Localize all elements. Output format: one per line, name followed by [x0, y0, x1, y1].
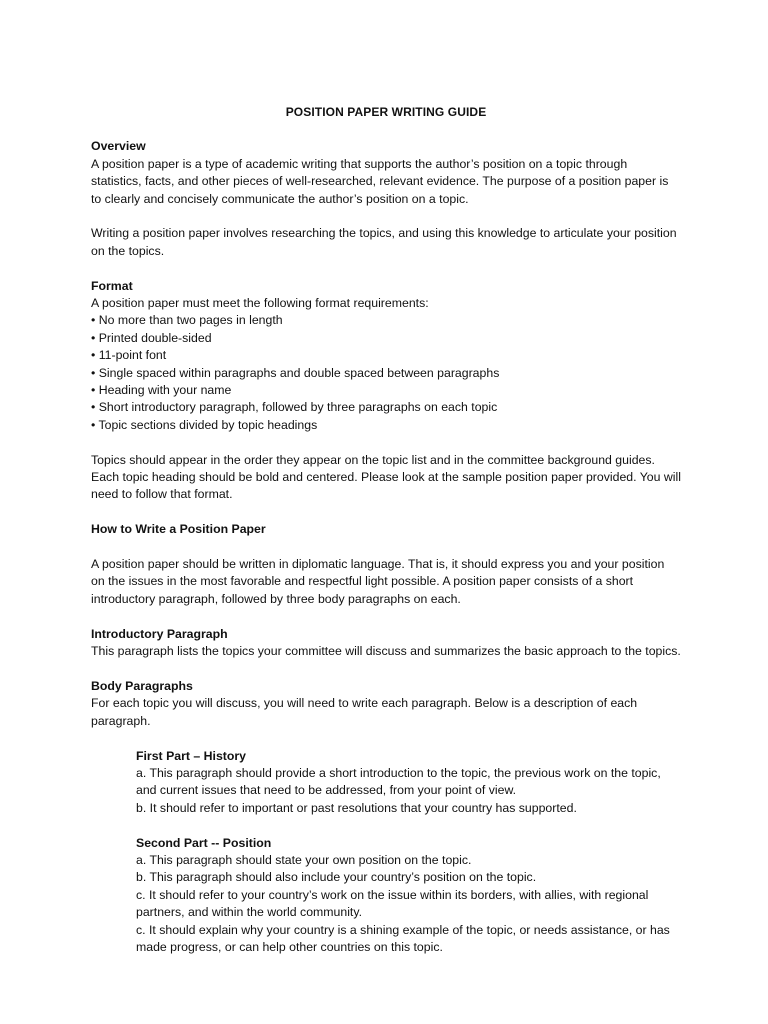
- format-bullet: • 11-point font: [91, 347, 681, 364]
- format-intro: A position paper must meet the following format requirements:: [91, 296, 429, 311]
- document-page: [91, 104, 681, 956]
- overview-paragraph-1: A position paper is a type of academic writing that supports the author’s position on a topic through statistics, facts, and other pieces of well-researched, relevant evidence. The purpose of a position paper is to clearly and concisely communicate the author’s position on a topic.: [91, 156, 669, 206]
- spacer: [91, 208, 681, 225]
- spacer: [91, 817, 681, 834]
- second-part-item: b. This paragraph should also include your country’s position on the topic.: [136, 870, 537, 885]
- body-paragraphs-heading: Body Paragraphs: [91, 678, 193, 693]
- format-bullet: • No more than two pages in length: [91, 312, 681, 329]
- second-part-item: c. It should refer to your country’s work on the issue within its borders, with allies, with regional partners, and within the world community.: [136, 887, 649, 920]
- second-part-heading: Second Part -- Position: [136, 835, 272, 850]
- first-part-item: b. It should refer to important or past resolutions that your country has supported.: [136, 800, 577, 815]
- second-part-section: [136, 835, 681, 957]
- format-heading: Format: [91, 278, 133, 293]
- format-bullet: • Printed double-sided: [91, 330, 681, 347]
- second-part-item: c. It should explain why your country is a shining example of the topic, or needs assistance, or has made progress, or can help other countries on this topic.: [136, 922, 670, 954]
- spacer: [91, 504, 681, 521]
- format-bullet: • Heading with your name: [91, 382, 681, 399]
- introductory-paragraph-text: This paragraph lists the topics your committee will discuss and summarizes the basic approach to the topics.: [91, 644, 681, 659]
- first-part-section: [136, 748, 681, 818]
- first-part-item: a. This paragraph should provide a short introduction to the topic, the previous work on the topic, and current issues that need to be addressed, from your point of view.: [136, 765, 661, 798]
- format-bullet-list: [91, 312, 681, 434]
- body-paragraphs-text: For each topic you will discuss, you will need to write each paragraph. Below is a description of each paragraph.: [91, 696, 638, 728]
- spacer: [91, 608, 681, 625]
- format-note: Topics should appear in the order they appear on the topic list and in the committee background guides. Each topic heading should be bold and centered. Please look at the sample position paper provided. You will need to follow that format.: [91, 452, 681, 502]
- document-title: POSITION PAPER WRITING GUIDE: [285, 105, 487, 119]
- spacer: [91, 661, 681, 678]
- format-bullet: • Single spaced within paragraphs and double spaced between paragraphs: [91, 365, 681, 382]
- how-to-paragraph: A position paper should be written in diplomatic language. That is, it should express you and your position on the issues in the most favorable and respectful light possible. A position paper consists of a short introductory paragraph, followed by three body paragraphs on each.: [91, 557, 665, 606]
- format-bullet: • Short introductory paragraph, followed by three paragraphs on each topic: [91, 399, 681, 416]
- format-bullet: • Topic sections divided by topic headings: [91, 417, 681, 434]
- first-part-heading: First Part – History: [136, 748, 247, 763]
- overview-heading: Overview: [91, 139, 146, 154]
- spacer: [91, 260, 681, 277]
- second-part-item: a. This paragraph should state your own position on the topic.: [136, 852, 472, 867]
- overview-paragraph-2: Writing a position paper involves researching the topics, and using this knowledge to articulate your position on the topics.: [91, 226, 677, 258]
- spacer: [91, 730, 681, 747]
- spacer: [91, 434, 681, 451]
- how-to-heading: How to Write a Position Paper: [91, 522, 266, 537]
- introductory-paragraph-heading: Introductory Paragraph: [91, 626, 228, 641]
- spacer: [91, 539, 681, 556]
